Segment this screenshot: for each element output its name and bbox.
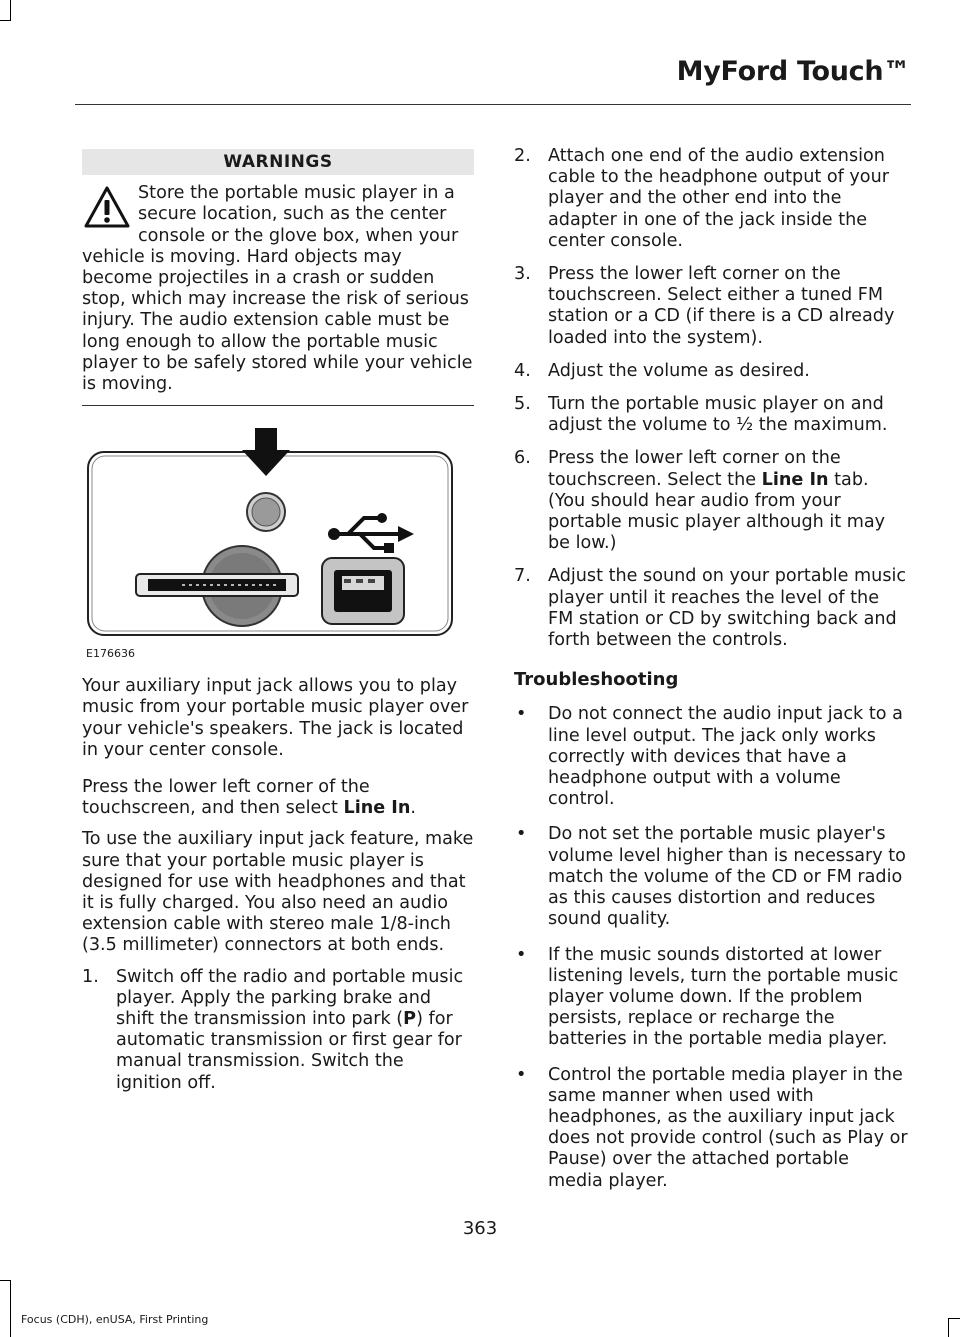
warnings-heading: WARNINGS (82, 149, 474, 175)
list-item (82, 967, 474, 1094)
bullet-glyph: • (516, 824, 527, 845)
line-in-tab-label: Line In (761, 469, 829, 490)
step-number: 2. (514, 146, 531, 166)
crop-mark (0, 20, 11, 21)
left-column (82, 146, 474, 1094)
step-number: 3. (514, 264, 531, 285)
step-text: Turn the portable music player on and adjust the volume to ½ the maximum. (548, 394, 888, 436)
crop-mark (10, 0, 11, 20)
step-text: Adjust the sound on your portable music player until it reaches the level of the FM station or CD by switching back and forth between the controls. (548, 566, 907, 651)
page-title: MyFord Touch™ (676, 56, 910, 87)
crop-mark (948, 1318, 949, 1337)
steps-list-right (514, 146, 908, 651)
list-item (514, 361, 908, 382)
bullet-glyph: • (516, 704, 527, 725)
list-item (514, 448, 908, 554)
step-number: 4. (514, 360, 531, 381)
aux-jack-usb-illustration (82, 428, 474, 638)
footer-edition: Focus (CDH), enUSA, First Printing (21, 1313, 209, 1326)
list-item (514, 146, 908, 252)
step-number: 1. (82, 966, 99, 987)
step-number: 5. (514, 394, 531, 415)
text-run: tab. (You should hear audio from your portable music player although it may be low.) (548, 469, 886, 554)
text-run: Switch off the radio and portable music player. Apply the parking brake and shift the transmission into park ( (116, 966, 464, 1030)
step-text: Press the lower left corner on the touchscreen. Select either a tuned FM station or a CD (if there is a CD already loaded into the system). (548, 264, 895, 348)
crop-mark (948, 1318, 960, 1319)
list-item (514, 394, 908, 436)
text-run: Press the lower left corner on the touchscreen. Select the (548, 448, 841, 490)
bullet-glyph: • (516, 944, 527, 965)
list-item (514, 824, 908, 930)
list-item (514, 704, 908, 810)
bullet-text: If the music sounds distorted at lower listening levels, turn the portable music player volume down. If the problem persists, replace or recharge the batteries in the portable media player. (548, 944, 899, 1050)
bullet-glyph: • (516, 1064, 527, 1085)
list-item (514, 566, 908, 651)
right-column (514, 146, 908, 1192)
aux-jack-figure (82, 428, 474, 660)
text-run: ) for automatic transmission or first gear for manual transmission. Switch the ignition off. (116, 1009, 462, 1093)
step-text: Attach one end of the audio extension cable to the headphone output of your player and the other end into the adapter in one of the jack inside the center console. (548, 146, 889, 251)
bullet-text: Do not connect the audio input jack to a line level output. The jack only works correctly with devices that have a headphone output with a volume control. (548, 704, 903, 810)
intro-paragraph: Your auxiliary input jack allows you to play music from your portable music player over your vehicle's speakers. The jack is located in your center console. (82, 676, 469, 760)
list-item (514, 264, 908, 349)
crop-mark (10, 1280, 11, 1337)
bullet-text: Control the portable media player in the same manner when used with headphones, as the auxiliary input jack does not provide control (such as Play or Pause) over the attached portable media player. (548, 1064, 908, 1191)
list-item (514, 945, 908, 1051)
step-number: 7. (514, 566, 531, 587)
text-run: Press the lower left corner of the touchscreen, and then select (82, 777, 370, 819)
header-divider (75, 104, 911, 105)
figure-code: E176636 (86, 647, 135, 661)
step-text: Adjust the volume as desired. (548, 360, 810, 381)
list-item (514, 1065, 908, 1192)
warning-triangle-icon (84, 185, 130, 229)
warnings-box (82, 183, 474, 406)
step-number: 6. (514, 448, 531, 469)
text-run: . (410, 798, 416, 819)
line-in-label: Line In (343, 798, 411, 819)
troubleshooting-heading: Troubleshooting (514, 669, 679, 691)
page-number: 363 (462, 1218, 498, 1239)
bullet-text: Do not set the portable music player's volume level higher than is necessary to match the volume of the CD or FM radio as this causes distortion and reduces sound quality. (548, 824, 906, 930)
troubleshooting-list (514, 704, 908, 1191)
warnings-text: Store the portable music player in a secure location, such as the center console or the glove box, when your vehicle is moving. Hard objects may become projectiles in a crash or sudden stop, which may increase the risk of serious injury. The audio extension cable must be long enough to allow the portable music player to be safely stored while your vehicle is moving. (82, 183, 473, 395)
steps-list-left (82, 967, 474, 1094)
requirements-paragraph: To use the auxiliary input jack feature, make sure that your portable music player is designed for use with headphones and that it is fully charged. You also need an audio extension cable with stereo male 1/8-inch (3.5 millimeter) connectors at both ends. (82, 829, 474, 956)
park-label: P (403, 1009, 417, 1030)
crop-mark (0, 1280, 11, 1281)
line-in-paragraph (82, 777, 474, 819)
